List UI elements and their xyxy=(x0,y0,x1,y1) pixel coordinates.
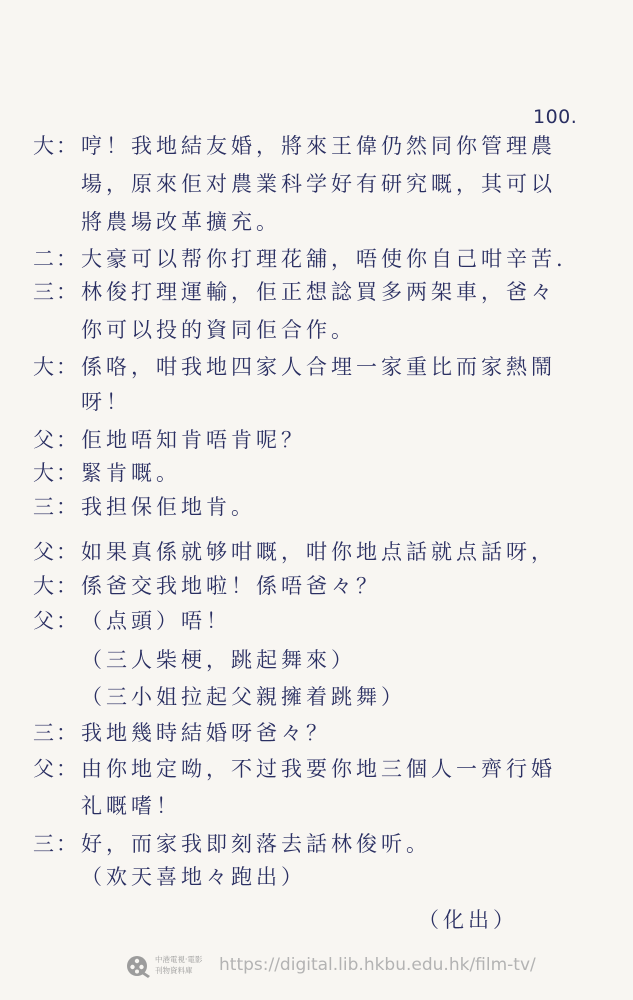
speaker-label: 父： xyxy=(33,428,79,452)
stage-direction: （三人柴梗，跳起舞來） xyxy=(81,648,356,672)
script-line: 如果真係就够咁嘅，咁你地点話就点話呀， xyxy=(81,540,556,564)
archive-url: https://digital.lib.hkbu.edu.hk/film-tv/ xyxy=(219,955,536,975)
speaker-label: 大： xyxy=(33,574,79,598)
script-line: 礼嘅嗜！ xyxy=(81,794,181,818)
stage-direction: （三小姐拉起父親擁着跳舞） xyxy=(81,685,406,709)
speaker-label: 大： xyxy=(33,355,79,379)
logo-line-1: 中港電視·電影 xyxy=(155,955,203,964)
script-line: 佢地唔知肯唔肯呢？ xyxy=(81,428,306,452)
script-line: 緊肯嘅。 xyxy=(81,461,181,485)
speaker-label: 三： xyxy=(33,832,79,856)
script-line: 將農場改革擴充。 xyxy=(81,210,281,234)
stage-direction: （欢天喜地々跑出） xyxy=(81,865,306,889)
speaker-label: 三： xyxy=(33,495,79,519)
script-line: （点頭）唔！ xyxy=(81,609,231,633)
archive-logo-text xyxy=(155,954,227,976)
speaker-label: 大： xyxy=(33,461,79,485)
speaker-label: 父： xyxy=(33,757,79,781)
script-line: 好，而家我即刻落去話林俊听。 xyxy=(81,832,431,856)
script-line: 大豪可以帮你打理花舖，唔使你自己咁辛苦. xyxy=(81,247,567,271)
speaker-label: 三： xyxy=(33,280,79,304)
script-line: 係爸交我地啦！係唔爸々？ xyxy=(81,574,381,598)
film-reel-icon xyxy=(126,954,150,978)
script-line: 哼！我地結友婚，將來王偉仍然同你管理農 xyxy=(81,134,556,158)
speaker-label: 二： xyxy=(33,247,79,271)
script-line: 呀！ xyxy=(81,390,131,414)
script-line: 係咯，咁我地四家人合埋一家重比而家熱鬧 xyxy=(81,355,556,379)
speaker-label: 父： xyxy=(33,609,79,633)
archive-watermark xyxy=(122,950,536,984)
script-line: 林俊打理運輸，佢正想諗買多两架車，爸々 xyxy=(81,280,556,304)
script-line: 由你地定呦，不过我要你地三個人一齊行婚 xyxy=(81,757,556,781)
script-line: 我地幾時結婚呀爸々？ xyxy=(81,721,331,745)
script-line: 我担保佢地肯。 xyxy=(81,495,256,519)
fade-out-direction: （化出） xyxy=(418,908,518,932)
speaker-label: 大： xyxy=(33,134,79,158)
page-number: 100. xyxy=(533,106,578,128)
logo-line-2: 刊物資料庫 xyxy=(155,966,193,975)
script-line: 你可以投的資同佢合作。 xyxy=(81,318,356,342)
speaker-label: 三： xyxy=(33,721,79,745)
script-line: 場，原來佢对農業科学好有研究嘅，其可以 xyxy=(81,172,556,196)
speaker-label: 父： xyxy=(33,540,79,564)
